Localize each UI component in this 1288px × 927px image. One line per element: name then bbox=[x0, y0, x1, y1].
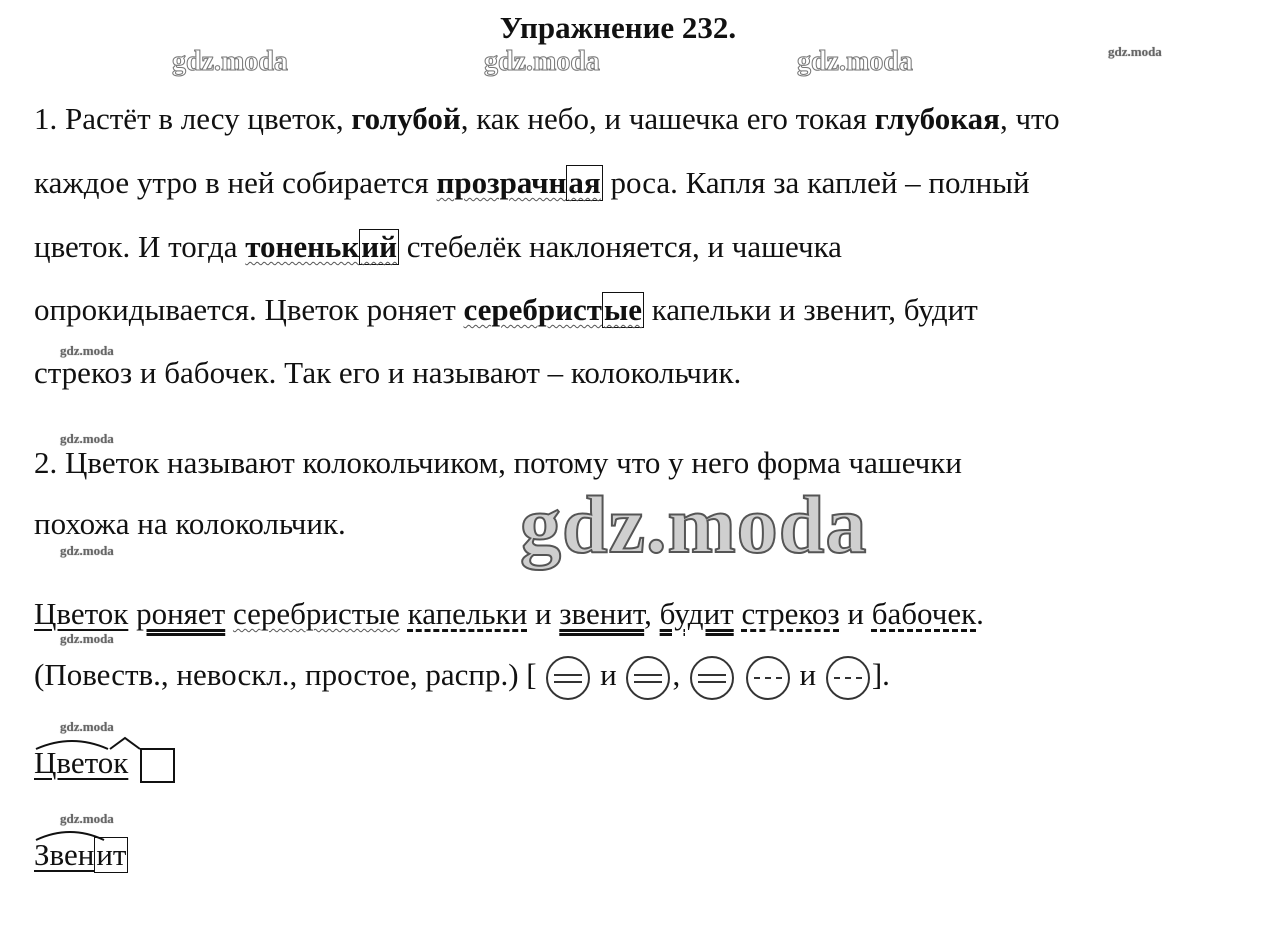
adjective-stem: серебрист bbox=[463, 292, 602, 327]
adjective-ending: ий bbox=[361, 229, 398, 264]
sentence-characteristics: (Повеств., невоскл., простое, распр.) [ и , и ]. bbox=[34, 656, 890, 700]
watermark: gdz.moda bbox=[60, 543, 114, 558]
adjective-ending: ая bbox=[568, 165, 601, 200]
adjective-ending: ые bbox=[604, 292, 642, 327]
text-line: цветок. И тогда тоненький стебелёк наклоняется, и чашечка bbox=[34, 229, 842, 264]
exercise-title: Упражнение 232. bbox=[499, 10, 737, 45]
watermark: gdz.moda bbox=[60, 431, 114, 446]
watermark: gdz.moda bbox=[1108, 44, 1162, 59]
morph-root: Звен bbox=[34, 837, 95, 872]
text-line: 1. Растёт в лесу цветок, голубой, как небо, и чашечка его токая глубокая, что bbox=[34, 101, 1060, 136]
watermark: gdz.moda bbox=[172, 46, 288, 77]
watermark: gdz.moda bbox=[60, 719, 114, 734]
watermark-large: gdz.moda bbox=[520, 479, 868, 570]
watermark: gdz.moda bbox=[60, 343, 114, 358]
analysed-sentence: Цветок роняет серебристые капельки и звенит, будит стрекоз и бабочек. bbox=[34, 596, 984, 631]
watermark: gdz.moda bbox=[60, 811, 114, 826]
text-line: 2. Цветок называют колокольчиком, потому что у него форма чашечки bbox=[34, 445, 962, 480]
object-circle-icon bbox=[746, 656, 790, 700]
object: бабочек bbox=[871, 596, 977, 631]
adjective-stem: тоненьк bbox=[245, 229, 360, 264]
text-line: похожа на колокольчик. bbox=[34, 506, 346, 541]
object: стрекоз bbox=[741, 596, 840, 631]
text-line: опрокидывается. Цветок роняет серебристые капельки и звенит, будит bbox=[34, 292, 978, 327]
object-circle-icon bbox=[826, 656, 870, 700]
watermark: gdz.moda bbox=[484, 46, 600, 77]
adjective: голубой bbox=[351, 101, 461, 136]
predicate-circle-icon bbox=[690, 656, 734, 700]
adjective: глубокая bbox=[874, 101, 1000, 136]
predicate: будит bbox=[659, 596, 734, 631]
text-line: стрекоз и бабочек. Так его и называют – колокольчик. bbox=[34, 355, 742, 390]
predicate-circle-icon bbox=[626, 656, 670, 700]
morph-ending: ит bbox=[96, 837, 127, 872]
zero-ending-box bbox=[140, 748, 175, 783]
watermark: gdz.moda bbox=[60, 631, 114, 646]
attribute: серебристые bbox=[232, 596, 400, 631]
watermark: gdz.moda bbox=[797, 46, 913, 77]
text-line: каждое утро в ней собирается прозрачная роса. Капля за каплей – полный bbox=[34, 165, 1030, 200]
predicate-circle-icon bbox=[546, 656, 590, 700]
morpheme-word bbox=[34, 837, 128, 873]
predicate: звенит bbox=[559, 596, 645, 631]
morph-word: Цветок bbox=[34, 745, 129, 780]
morpheme-word bbox=[34, 745, 175, 783]
subject: Цветок bbox=[34, 596, 129, 631]
predicate: роняет bbox=[136, 596, 226, 631]
adjective-stem: прозрачн bbox=[436, 165, 567, 200]
object: капельки bbox=[407, 596, 528, 631]
